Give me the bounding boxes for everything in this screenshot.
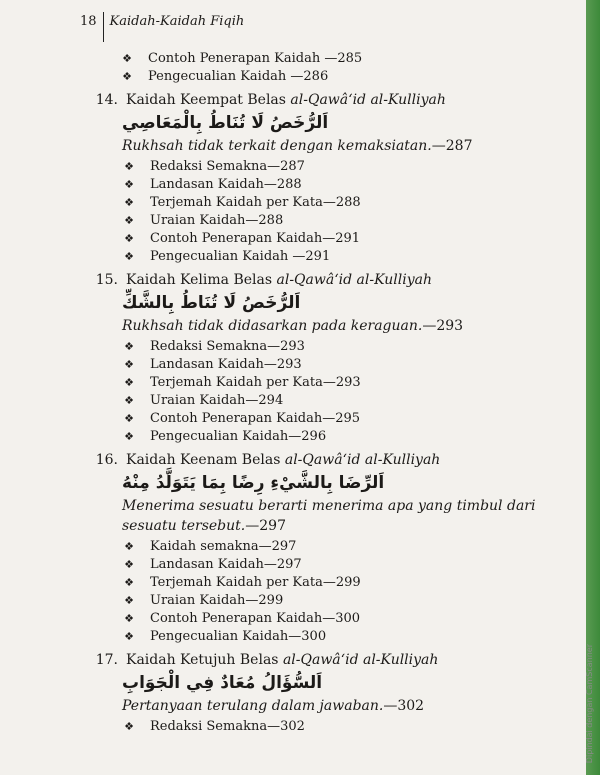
section-heading: 17. Kaidah Ketujuh Belas al-Qawâ‘id al-Kulliyah: [95, 652, 439, 668]
list-item: ❖ Uraian Kaidah—288: [122, 212, 564, 230]
diamond-bullet-icon: ❖: [124, 160, 134, 173]
header-divider: [103, 12, 104, 42]
list-item: ❖ Contoh Penerapan Kaidah—300: [122, 610, 564, 628]
list-item: ❖ Landasan Kaidah—297: [122, 556, 564, 574]
diamond-bullet-icon: ❖: [124, 412, 134, 425]
table-of-contents: [94, 50, 564, 736]
section-16: [94, 450, 564, 646]
page-header: [80, 12, 244, 42]
list-item: ❖ Pengecualian Kaidah—300: [122, 628, 564, 646]
diamond-bullet-icon: ❖: [124, 394, 134, 407]
diamond-bullet-icon: ❖: [124, 178, 134, 191]
page-number: 18: [80, 14, 97, 29]
diamond-bullet-icon: ❖: [124, 214, 134, 227]
list-item: ❖ Uraian Kaidah—294: [122, 392, 564, 410]
diamond-bullet-icon: ❖: [124, 250, 134, 263]
list-item: ❖ Redaksi Semakna—293: [122, 338, 564, 356]
list-item: ❖ Terjemah Kaidah per Kata—299: [122, 574, 564, 592]
rule-meaning: Rukhsah tidak terkait dengan kemaksiatan.—287: [122, 138, 473, 154]
diamond-bullet-icon: ❖: [124, 630, 134, 643]
section-17: [94, 650, 564, 736]
subtopic-list: [94, 338, 564, 446]
list-item: ❖ Pengecualian Kaidah —286: [120, 68, 564, 86]
section-heading: 16. Kaidah Keenam Belas al-Qawâ‘id al-Kulliyah: [95, 452, 441, 468]
list-item: ❖ Uraian Kaidah—299: [122, 592, 564, 610]
diamond-bullet-icon: ❖: [124, 612, 134, 625]
diamond-bullet-icon: ❖: [124, 340, 134, 353]
subtopic-list: [94, 158, 564, 266]
continued-items: [94, 50, 564, 86]
list-item: ❖ Terjemah Kaidah per Kata—293: [122, 374, 564, 392]
rule-meaning: Rukhsah tidak didasarkan pada keraguan.—293: [122, 318, 464, 334]
arabic-rule: اَلرُّخَصُ لَا تُنَاطُ بِالشَّكِّ: [122, 293, 301, 313]
diamond-bullet-icon: ❖: [124, 430, 134, 443]
diamond-bullet-icon: ❖: [122, 52, 132, 65]
list-item: ❖ Contoh Penerapan Kaidah—295: [122, 410, 564, 428]
section-14: [94, 90, 564, 266]
diamond-bullet-icon: ❖: [124, 540, 134, 553]
diamond-bullet-icon: ❖: [124, 376, 134, 389]
section-heading: 14. Kaidah Keempat Belas al-Qawâ‘id al-Kulliyah: [95, 92, 446, 108]
diamond-bullet-icon: ❖: [124, 358, 134, 371]
diamond-bullet-icon: ❖: [124, 594, 134, 607]
list-item: ❖ Redaksi Semakna—287: [122, 158, 564, 176]
scanner-watermark: Dipindai dengan CamScanner: [585, 643, 594, 763]
rule-meaning: Menerima sesuatu berarti menerima apa yang timbul dari sesuatu tersebut.—297: [122, 498, 536, 534]
list-item: ❖ Landasan Kaidah—288: [122, 176, 564, 194]
diamond-bullet-icon: ❖: [124, 558, 134, 571]
list-item: ❖ Contoh Penerapan Kaidah —285: [120, 50, 564, 68]
section-heading: 15. Kaidah Kelima Belas al-Qawâ‘id al-Kulliyah: [95, 272, 432, 288]
list-item: ❖ Redaksi Semakna—302: [122, 718, 564, 736]
arabic-rule: اَلسُّؤَالُ مُعَادٌ فِي الْجَوَابِ: [122, 673, 323, 693]
diamond-bullet-icon: ❖: [124, 232, 134, 245]
list-item: ❖ Pengecualian Kaidah —291: [122, 248, 564, 266]
diamond-bullet-icon: ❖: [124, 576, 134, 589]
list-item: ❖ Kaidah semakna—297: [122, 538, 564, 556]
running-title: Kaidah-Kaidah Fiqih: [109, 14, 245, 29]
rule-meaning: Pertanyaan terulang dalam jawaban.—302: [122, 698, 425, 714]
section-15: [94, 270, 564, 446]
list-item: ❖ Contoh Penerapan Kaidah—291: [122, 230, 564, 248]
diamond-bullet-icon: ❖: [122, 70, 132, 83]
arabic-rule: اَلرُّخَصُ لَا تُنَاطُ بِالْمَعَاصِي: [122, 113, 329, 133]
list-item: ❖ Pengecualian Kaidah—296: [122, 428, 564, 446]
list-item: ❖ Terjemah Kaidah per Kata—288: [122, 194, 564, 212]
subtopic-list: [94, 718, 564, 736]
list-item: ❖ Landasan Kaidah—293: [122, 356, 564, 374]
diamond-bullet-icon: ❖: [124, 720, 134, 733]
diamond-bullet-icon: ❖: [124, 196, 134, 209]
arabic-rule: اَلرِّضَا بِالشَّيْءِ رِضًا بِمَا يَتَوَلَّدُ مِنْهُ: [122, 473, 385, 493]
subtopic-list: [94, 538, 564, 646]
